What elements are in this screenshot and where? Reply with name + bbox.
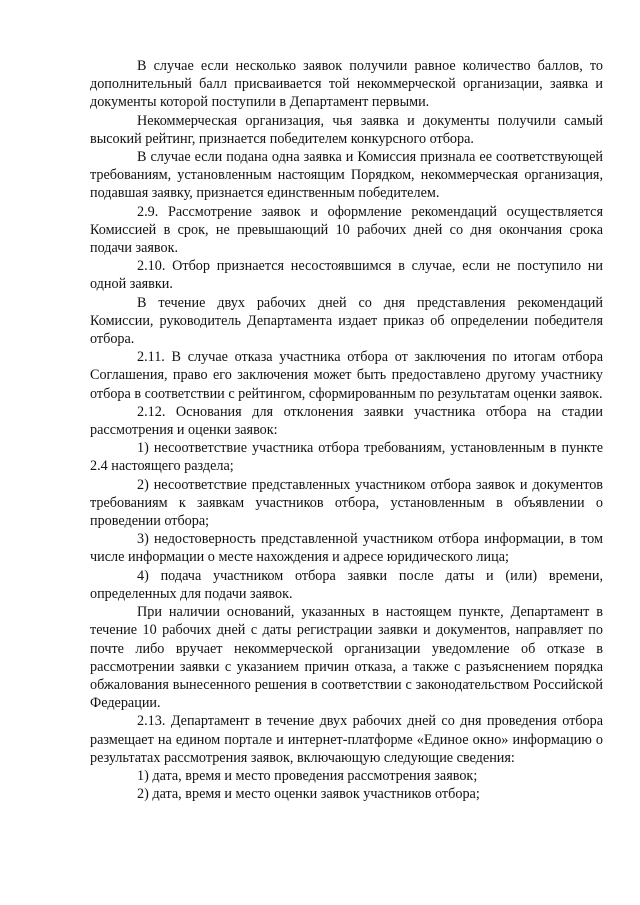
info-item-1: 1) дата, время и место проведения рассмотрения заявок;: [137, 767, 478, 784]
paragraph-2-9: 2.9. Рассмотрение заявок и оформление рекомендаций осуществляется Комиссией в срок, не превышающий 10 рабочих дней со дня окончания срока подачи заявок.: [90, 203, 603, 257]
list-item-2: 2) несоответствие представленных участником отбора заявок и документов требованиям к заявкам участников отбора, установленным в объявлении о проведении отбора;: [90, 476, 603, 530]
paragraph-equal-scores: В случае если несколько заявок получили равное количество баллов, то дополнительный балл присваивается той некоммерческой организации, заявка и документы которой поступили в Департамент первыми.: [90, 58, 603, 111]
list-item-3: 3) недостоверность представленной участником отбора информации, в том числе информации о месте нахождения и адресе юридического лица;: [90, 531, 603, 566]
paragraph-2-11: 2.11. В случае отказа участника отбора от заключения по итогам отбора Соглашения, право его заключения может быть предоставлено другому участнику отбора в соответствии с рейтингом, сформированным по результатам оценки заявок.: [90, 349, 603, 402]
paragraph-2-13: 2.13. Департамент в течение двух рабочих дней со дня проведения отбора размещает на едином портале и интернет-платформе «Единое окно» информацию о результатах рассмотрения заявок, включающую следующие сведения:: [90, 713, 603, 766]
paragraph-2-10: 2.10. Отбор признается несостоявшимся в случае, если не поступило ни одной заявки.: [90, 258, 603, 293]
document-page: [90, 57, 603, 803]
paragraph-rejection-notice: При наличии оснований, указанных в настоящем пункте, Департамент в течение 10 рабочих дней с даты регистрации заявки и документов, направляет по почте либо вручает некоммерческой организации уведомление об отказе в рассмотрении заявки с указанием причин отказа, а также с разъяснением порядка обжалования вынесенного решения в соответствии с законодательством Российской Федерации.: [90, 604, 603, 712]
paragraph-winner-order: В течение двух рабочих дней со дня представления рекомендаций Комиссии, руководитель Департамента издает приказ об определении победителя отбора.: [90, 294, 603, 348]
paragraph-highest-rating: Некоммерческая организация, чья заявка и документы получили самый высокий рейтинг, признается победителем конкурсного отбора.: [90, 112, 603, 147]
paragraph-single-application: В случае если подана одна заявка и Комиссия признала ее соответствующей требованиям, установленным настоящим Порядком, некоммерческая организация, подавшая заявку, признается единственным победителем.: [90, 149, 603, 202]
list-item-4: 4) подача участником отбора заявки после даты и (или) времени, определенных для подачи заявок.: [90, 567, 603, 602]
info-item-2: 2) дата, время и место оценки заявок участников отбора;: [137, 786, 480, 803]
paragraph-2-12: 2.12. Основания для отклонения заявки участника отбора на стадии рассмотрения и оценки заявок:: [90, 403, 603, 439]
list-item-1: 1) несоответствие участника отбора требованиям, установленным в пункте 2.4 настоящего раздела;: [90, 440, 603, 475]
